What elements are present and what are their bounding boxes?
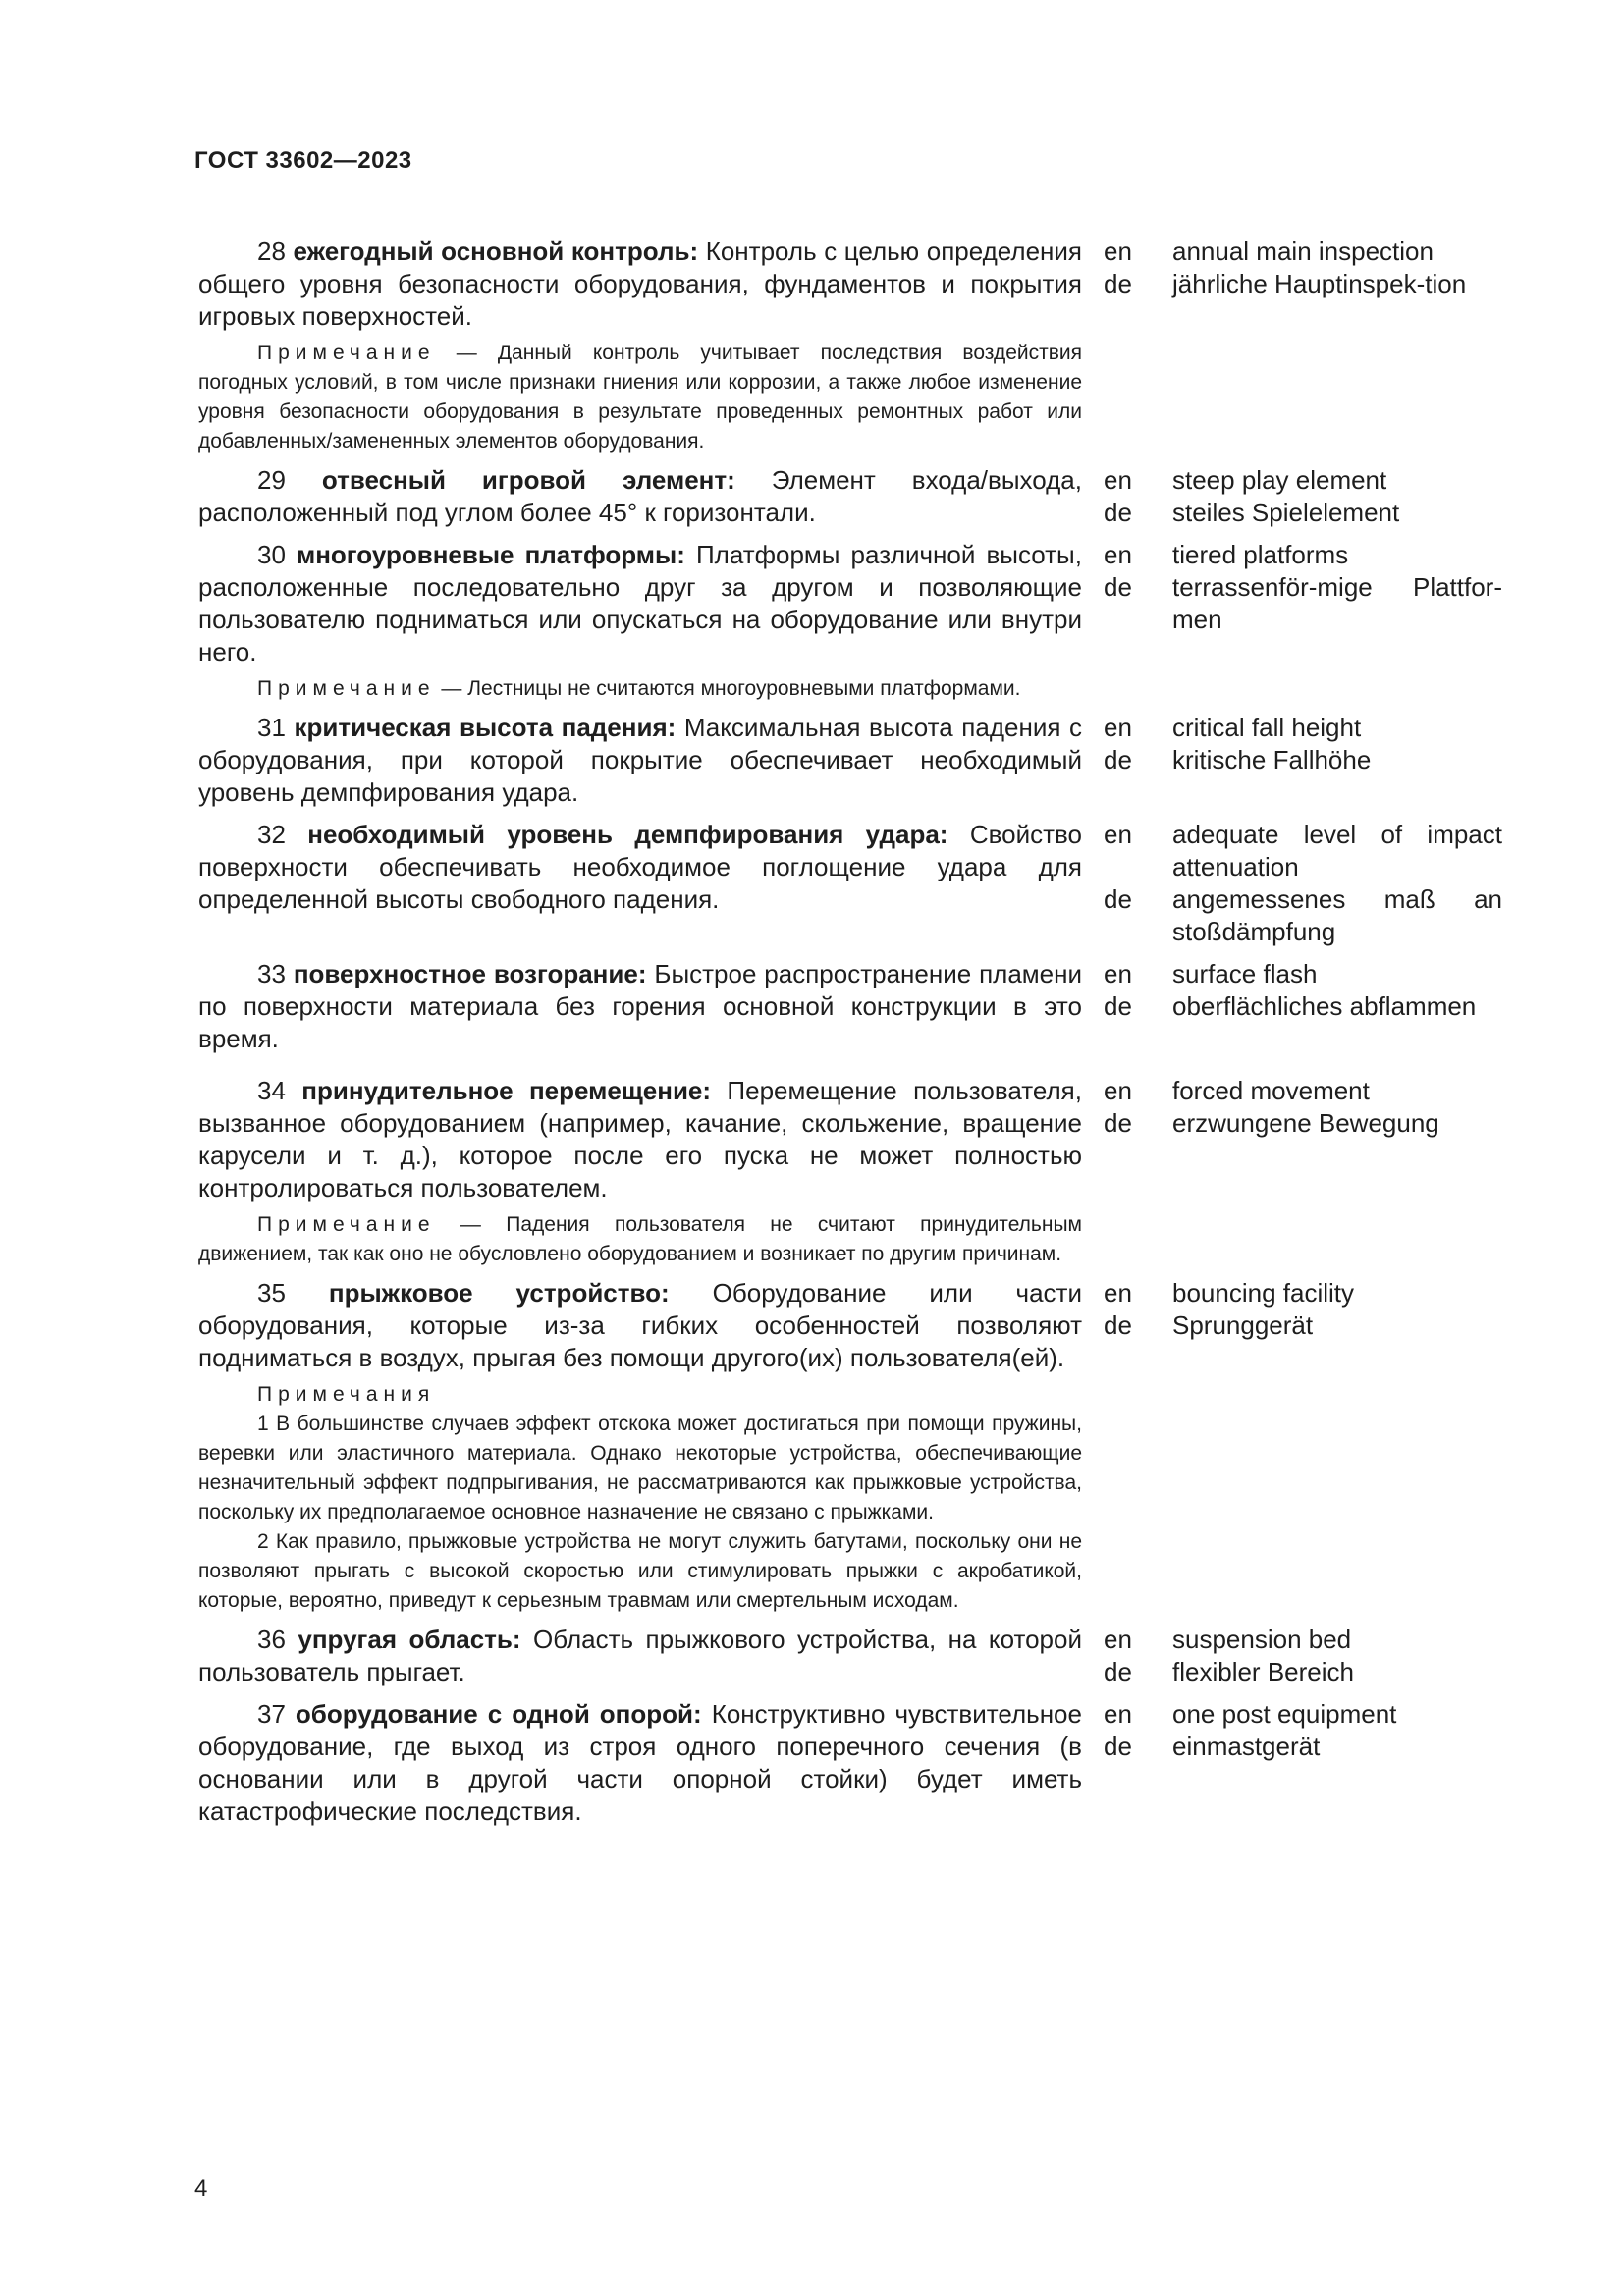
note-text: — Лестницы не считаются многоуровневыми платформами. [441, 677, 1021, 700]
term-ru-29 [198, 464, 1082, 529]
term-title: критическая высота падения: [294, 713, 677, 742]
term-definition: Область прыжкового устройства, на которой пользователь прыгает. [198, 1625, 1082, 1686]
lang-codes [1104, 819, 1172, 948]
term-definition: Оборудование или части оборудования, которые из-за гибких особенностей позволяют подниматься в воздух, прыгая без помощи другого(их) пользователя(ей). [198, 1278, 1082, 1372]
term-ru-33 [198, 958, 1082, 1055]
term-en: bouncing facility [1172, 1278, 1354, 1308]
term-number: 35 [257, 1278, 286, 1308]
term-en: one post equipment [1172, 1699, 1397, 1729]
term-number: 31 [257, 713, 286, 742]
term-de: terrassenför-mige Plattfor-men [1172, 572, 1502, 634]
translations [1172, 1075, 1502, 1269]
term-de: steiles Spielelement [1172, 498, 1400, 527]
term-entry-34 [198, 1075, 1514, 1269]
lang-de: de [1104, 572, 1132, 602]
term-definition: Перемещение пользователя, вызванное оборудованием (например, качание, скольжение, вращение карусели и т. д.), которое после его пуска не может полностью контролироваться пользователем. [198, 1076, 1082, 1202]
term-title: прыжковое устройство: [328, 1278, 670, 1308]
lang-codes [1104, 1624, 1172, 1688]
lang-codes [1104, 1698, 1172, 1828]
term-note [198, 339, 1082, 456]
lang-de: de [1104, 1108, 1132, 1138]
note-label: Примечание [257, 1213, 436, 1236]
translations [1172, 1624, 1502, 1688]
term-title: необходимый уровень демпфирования удара: [307, 820, 948, 849]
term-title: оборудование с одной опорой: [295, 1699, 702, 1729]
term-entry-28 [198, 236, 1514, 456]
lang-codes [1104, 464, 1172, 529]
translations [1172, 539, 1502, 704]
term-entry-31 [198, 712, 1514, 809]
term-de: oberflächliches abflammen [1172, 991, 1477, 1021]
term-title: упругая область: [298, 1625, 521, 1654]
term-ru-31 [198, 712, 1082, 809]
term-entry-33 [198, 958, 1514, 1055]
translations [1172, 819, 1502, 948]
term-en: suspension bed [1172, 1625, 1352, 1654]
lang-en: en [1104, 540, 1132, 569]
page-number: 4 [194, 2175, 208, 2202]
note-item-2: 2 Как правило, прыжковые устройства не могут служить батутами, поскольку они не позволяют прыгать с высокой скоростью или стимулировать прыжки с акробатикой, которые, вероятно, приведут к серьезным травмам или смертельным исходам. [198, 1530, 1082, 1612]
term-ru-37 [198, 1698, 1082, 1828]
lang-codes [1104, 539, 1172, 704]
term-title: ежегодный основной контроль: [293, 237, 699, 266]
document-header: ГОСТ 33602—2023 [194, 147, 412, 174]
term-de: jährliche Hauptinspek-tion [1172, 269, 1467, 298]
term-definition: Быстрое распространение пламени по поверхности материала без горения основной конструкции в это время. [198, 959, 1083, 1053]
term-entry-36 [198, 1624, 1514, 1688]
term-ru-35 [198, 1277, 1082, 1616]
lang-codes [1104, 236, 1172, 456]
translations [1172, 464, 1502, 529]
lang-de: de [1104, 745, 1132, 774]
lang-codes [1104, 1277, 1172, 1616]
translations [1172, 958, 1502, 1055]
term-entry-29 [198, 464, 1514, 529]
term-ru-30 [198, 539, 1082, 704]
term-title: отвесный игровой элемент: [321, 465, 735, 495]
lang-en: en [1104, 713, 1132, 742]
term-de: flexibler Bereich [1172, 1657, 1354, 1686]
lang-en: en [1104, 1278, 1132, 1308]
term-entry-30 [198, 539, 1514, 704]
term-definition: Конструктивно чувствительное оборудование, где выход из строя одного поперечного сечения (в основании или в другой части опорной стойки) будет иметь катастрофические последствия. [198, 1699, 1082, 1826]
note-label: Примечание [257, 677, 436, 700]
term-ru-34 [198, 1075, 1082, 1269]
translations [1172, 1277, 1502, 1616]
term-title: принудительное перемещение: [301, 1076, 712, 1105]
term-en: tiered platforms [1172, 540, 1349, 569]
term-number: 29 [257, 465, 286, 495]
term-en: annual main inspection [1172, 237, 1434, 266]
lang-de: de [1104, 884, 1132, 914]
term-definition: Контроль с целью определения общего уровня безопасности оборудования, фундаментов и покрытия игровых поверхностей. [198, 237, 1082, 331]
lang-de: de [1104, 498, 1132, 527]
note-label: Примечание [257, 342, 436, 364]
term-de: einmastgerät [1172, 1732, 1321, 1761]
lang-en: en [1104, 1625, 1132, 1654]
term-number: 32 [257, 820, 286, 849]
note-text: — Данный контроль учитывает последствия воздействия погодных условий, в том числе признаки гниения или коррозии, а также любое изменение уровня безопасности оборудования в результате проведенных ремонтных работ или добавленных/замененных элементов оборудования. [198, 342, 1082, 453]
term-number: 28 [257, 237, 286, 266]
translations [1172, 236, 1502, 456]
lang-en: en [1104, 820, 1132, 849]
term-en: steep play element [1172, 465, 1387, 495]
term-number: 33 [257, 959, 286, 988]
term-de: Sprunggerät [1172, 1310, 1314, 1340]
term-title: поверхностное возгорание: [293, 959, 647, 988]
term-entry-37 [198, 1698, 1514, 1828]
translations [1172, 712, 1502, 809]
lang-codes [1104, 712, 1172, 809]
term-notes [198, 1380, 1082, 1616]
term-ru-36 [198, 1624, 1082, 1688]
term-note [198, 674, 1082, 704]
lang-de: de [1104, 1310, 1132, 1340]
term-definition: Платформы различной высоты, расположенные последовательно друг за другом и позволяющие пользователю подниматься или опускаться на оборудование или внутри него. [198, 540, 1082, 667]
term-definition: Свойство поверхности обеспечивать необходимое поглощение удара для определенной высоты свободного падения. [198, 820, 1082, 914]
lang-en: en [1104, 465, 1132, 495]
lang-en: en [1104, 237, 1132, 266]
term-number: 36 [257, 1625, 286, 1654]
term-title: многоуровневые платформы: [296, 540, 685, 569]
term-note [198, 1210, 1082, 1269]
lang-en: en [1104, 1699, 1132, 1729]
term-entry-32 [198, 819, 1514, 948]
term-en: forced movement [1172, 1076, 1370, 1105]
term-number: 37 [257, 1699, 286, 1729]
term-en: adequate level of impact attenuation [1172, 820, 1502, 881]
term-number: 34 [257, 1076, 286, 1105]
terms-list [198, 236, 1514, 1828]
lang-codes [1104, 958, 1172, 1055]
note-item-1: 1 В большинстве случаев эффект отскока может достигаться при помощи пружины, веревки или эластичного материала. Однако некоторые устройства, обеспечивающие незначительный эффект подпрыгивания, не рассматриваются как прыжковые устройства, поскольку их предполагаемое основное назначение не связано с прыжками. [198, 1413, 1082, 1523]
term-definition: Элемент входа/выхода, расположенный под углом более 45° к горизонтали. [198, 465, 1082, 527]
lang-de: de [1104, 991, 1132, 1021]
lang-de: de [1104, 1732, 1132, 1761]
term-en: critical fall height [1172, 713, 1362, 742]
term-definition: Максимальная высота падения с оборудования, при которой покрытие обеспечивает необходимый уровень демпфирования удара. [198, 713, 1083, 807]
term-de: angemessenes maß an stoßdämpfung [1172, 884, 1502, 946]
term-entry-35 [198, 1277, 1514, 1616]
translations [1172, 1698, 1502, 1828]
term-de: erzwungene Bewegung [1172, 1108, 1439, 1138]
term-en: surface flash [1172, 959, 1318, 988]
lang-en: en [1104, 959, 1132, 988]
term-number: 30 [257, 540, 286, 569]
lang-de: de [1104, 269, 1132, 298]
notes-label: Примечания [257, 1383, 436, 1406]
term-de: kritische Fallhöhe [1172, 745, 1372, 774]
lang-codes [1104, 1075, 1172, 1269]
lang-de: de [1104, 1657, 1132, 1686]
term-ru-32 [198, 819, 1082, 948]
note-text: — Падения пользователя не считают принудительным движением, так как оно не обусловлено оборудованием и возникает по другим причинам. [198, 1213, 1082, 1265]
term-ru-28 [198, 236, 1082, 456]
lang-en: en [1104, 1076, 1132, 1105]
